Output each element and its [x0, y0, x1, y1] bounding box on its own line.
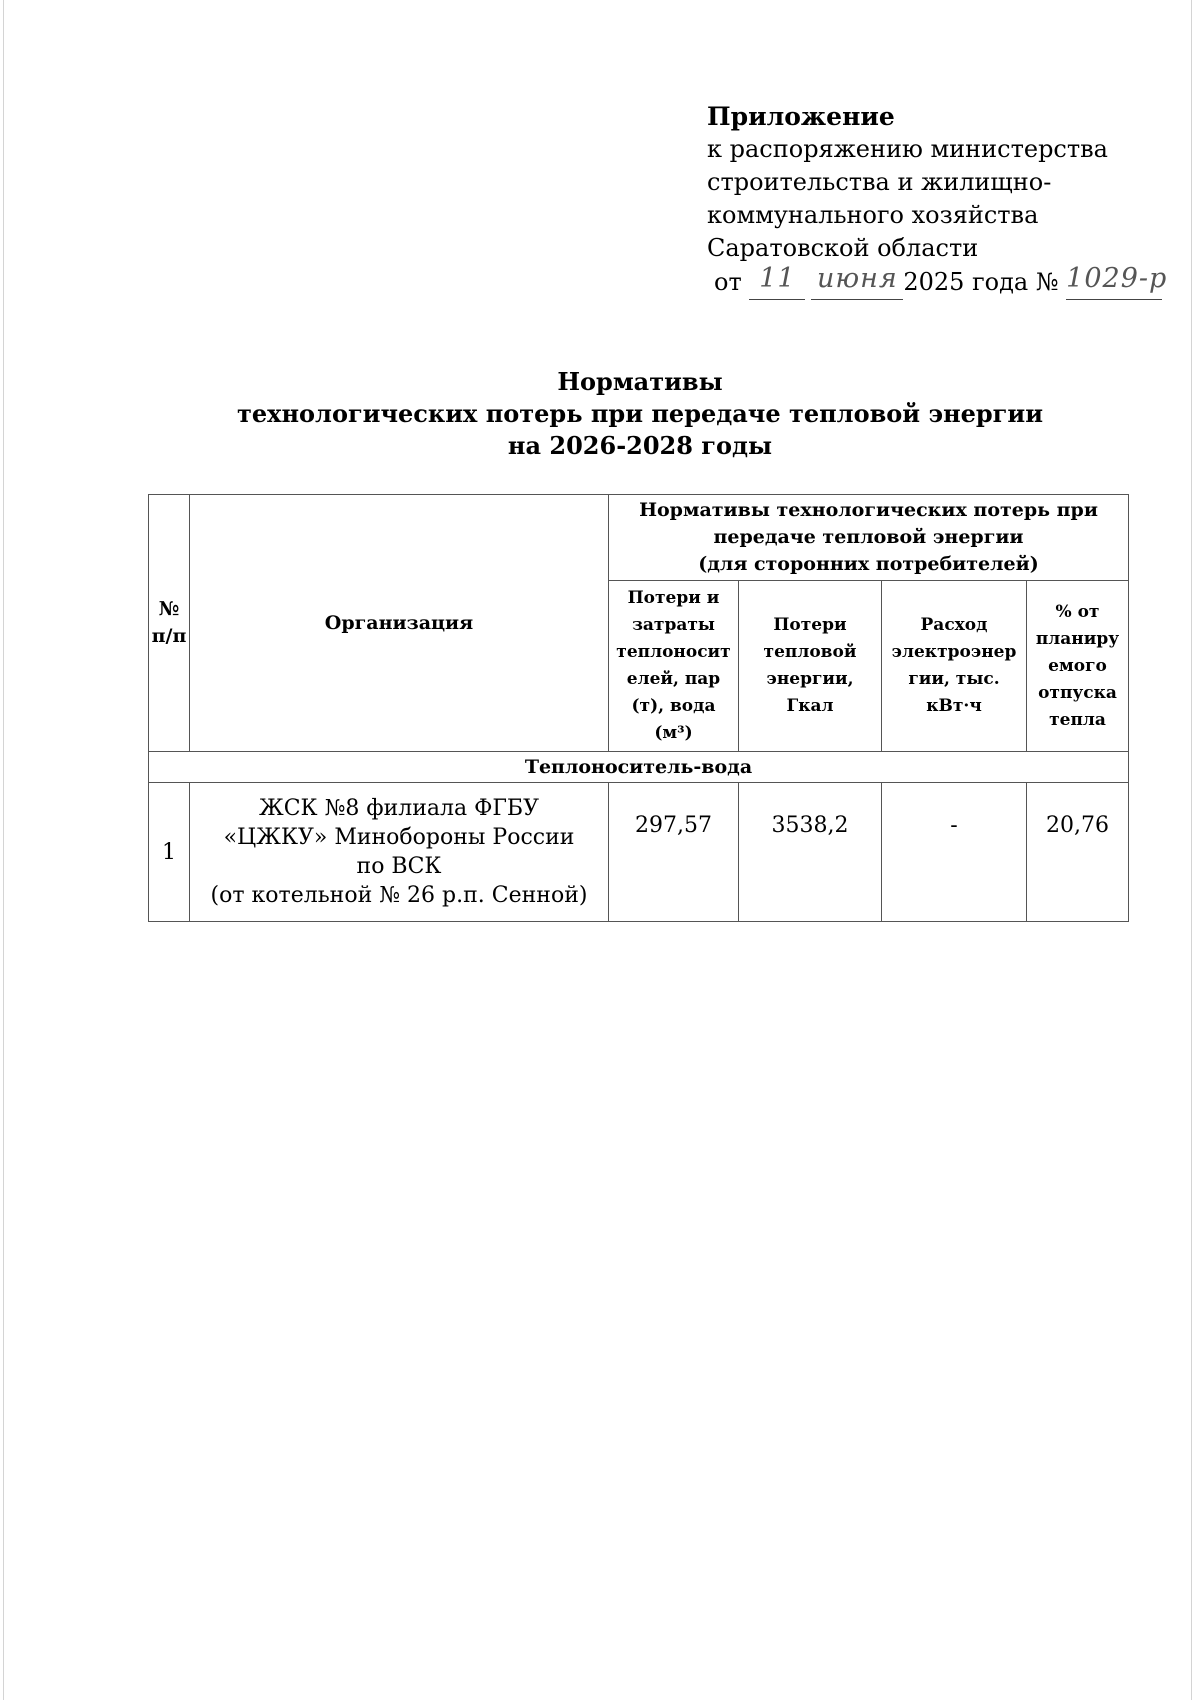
header-losses-carrier: Потери и затраты теплоносит елей, пар (т), вода (м³) [609, 581, 739, 752]
date-year-text: 2025 года № [903, 268, 1059, 296]
scan-edge-right [1191, 0, 1192, 1700]
appendix-line: строительства и жилищно- [707, 168, 1052, 196]
cell-losses-carrier: 297,57 [609, 783, 739, 922]
handwritten-day [749, 265, 805, 300]
scan-edge-left [3, 0, 4, 1700]
appendix-heading: Приложение [707, 102, 895, 131]
cell-losses-heat: 3538,2 [739, 783, 882, 922]
header-percent: % от планиру емого отпуска тепла [1027, 581, 1129, 752]
header-electricity: Расход электроэнер гии, тыс. кВт·ч [882, 581, 1027, 752]
handwritten-doc-number-text: 1029-р [1066, 263, 1168, 294]
appendix-date-line [714, 265, 1177, 300]
appendix-line: Саратовской области [707, 234, 979, 262]
title-line-3: на 2026-2028 годы [507, 431, 773, 460]
norms-table [148, 494, 1129, 922]
handwritten-month [811, 265, 903, 300]
handwritten-doc-number [1066, 263, 1168, 300]
section-row [149, 752, 1129, 783]
header-losses-heat: Потери тепловой энергии, Гкал [739, 581, 882, 752]
document-title [0, 366, 1200, 462]
header-group-norms: Нормативы технологических потерь при передаче тепловой энергии (для сторонних потребителей) [609, 495, 1129, 581]
date-prefix: от [714, 268, 742, 296]
title-line-2: технологических потерь при передаче тепловой энергии [237, 399, 1043, 428]
cell-number: 1 [149, 783, 190, 922]
table-header-row [149, 495, 1129, 581]
title-line-1: Нормативы [557, 367, 723, 396]
cell-electricity: - [882, 783, 1027, 922]
handwritten-month-text: июня [816, 263, 898, 294]
handwritten-day-text: 11 [759, 263, 796, 294]
appendix-block [707, 100, 1177, 300]
appendix-line: коммунального хозяйства [707, 201, 1039, 229]
section-label: Теплоноситель-вода [149, 752, 1129, 783]
appendix-line: к распоряжению министерства [707, 135, 1108, 163]
header-organization: Организация [190, 495, 609, 752]
table-row [149, 783, 1129, 922]
cell-percent: 20,76 [1027, 783, 1129, 922]
cell-organization: ЖСК №8 филиала ФГБУ «ЦЖКУ» Минобороны России по ВСК (от котельной № 26 р.п. Сенной) [190, 783, 609, 922]
header-number: № п/п [149, 495, 190, 752]
